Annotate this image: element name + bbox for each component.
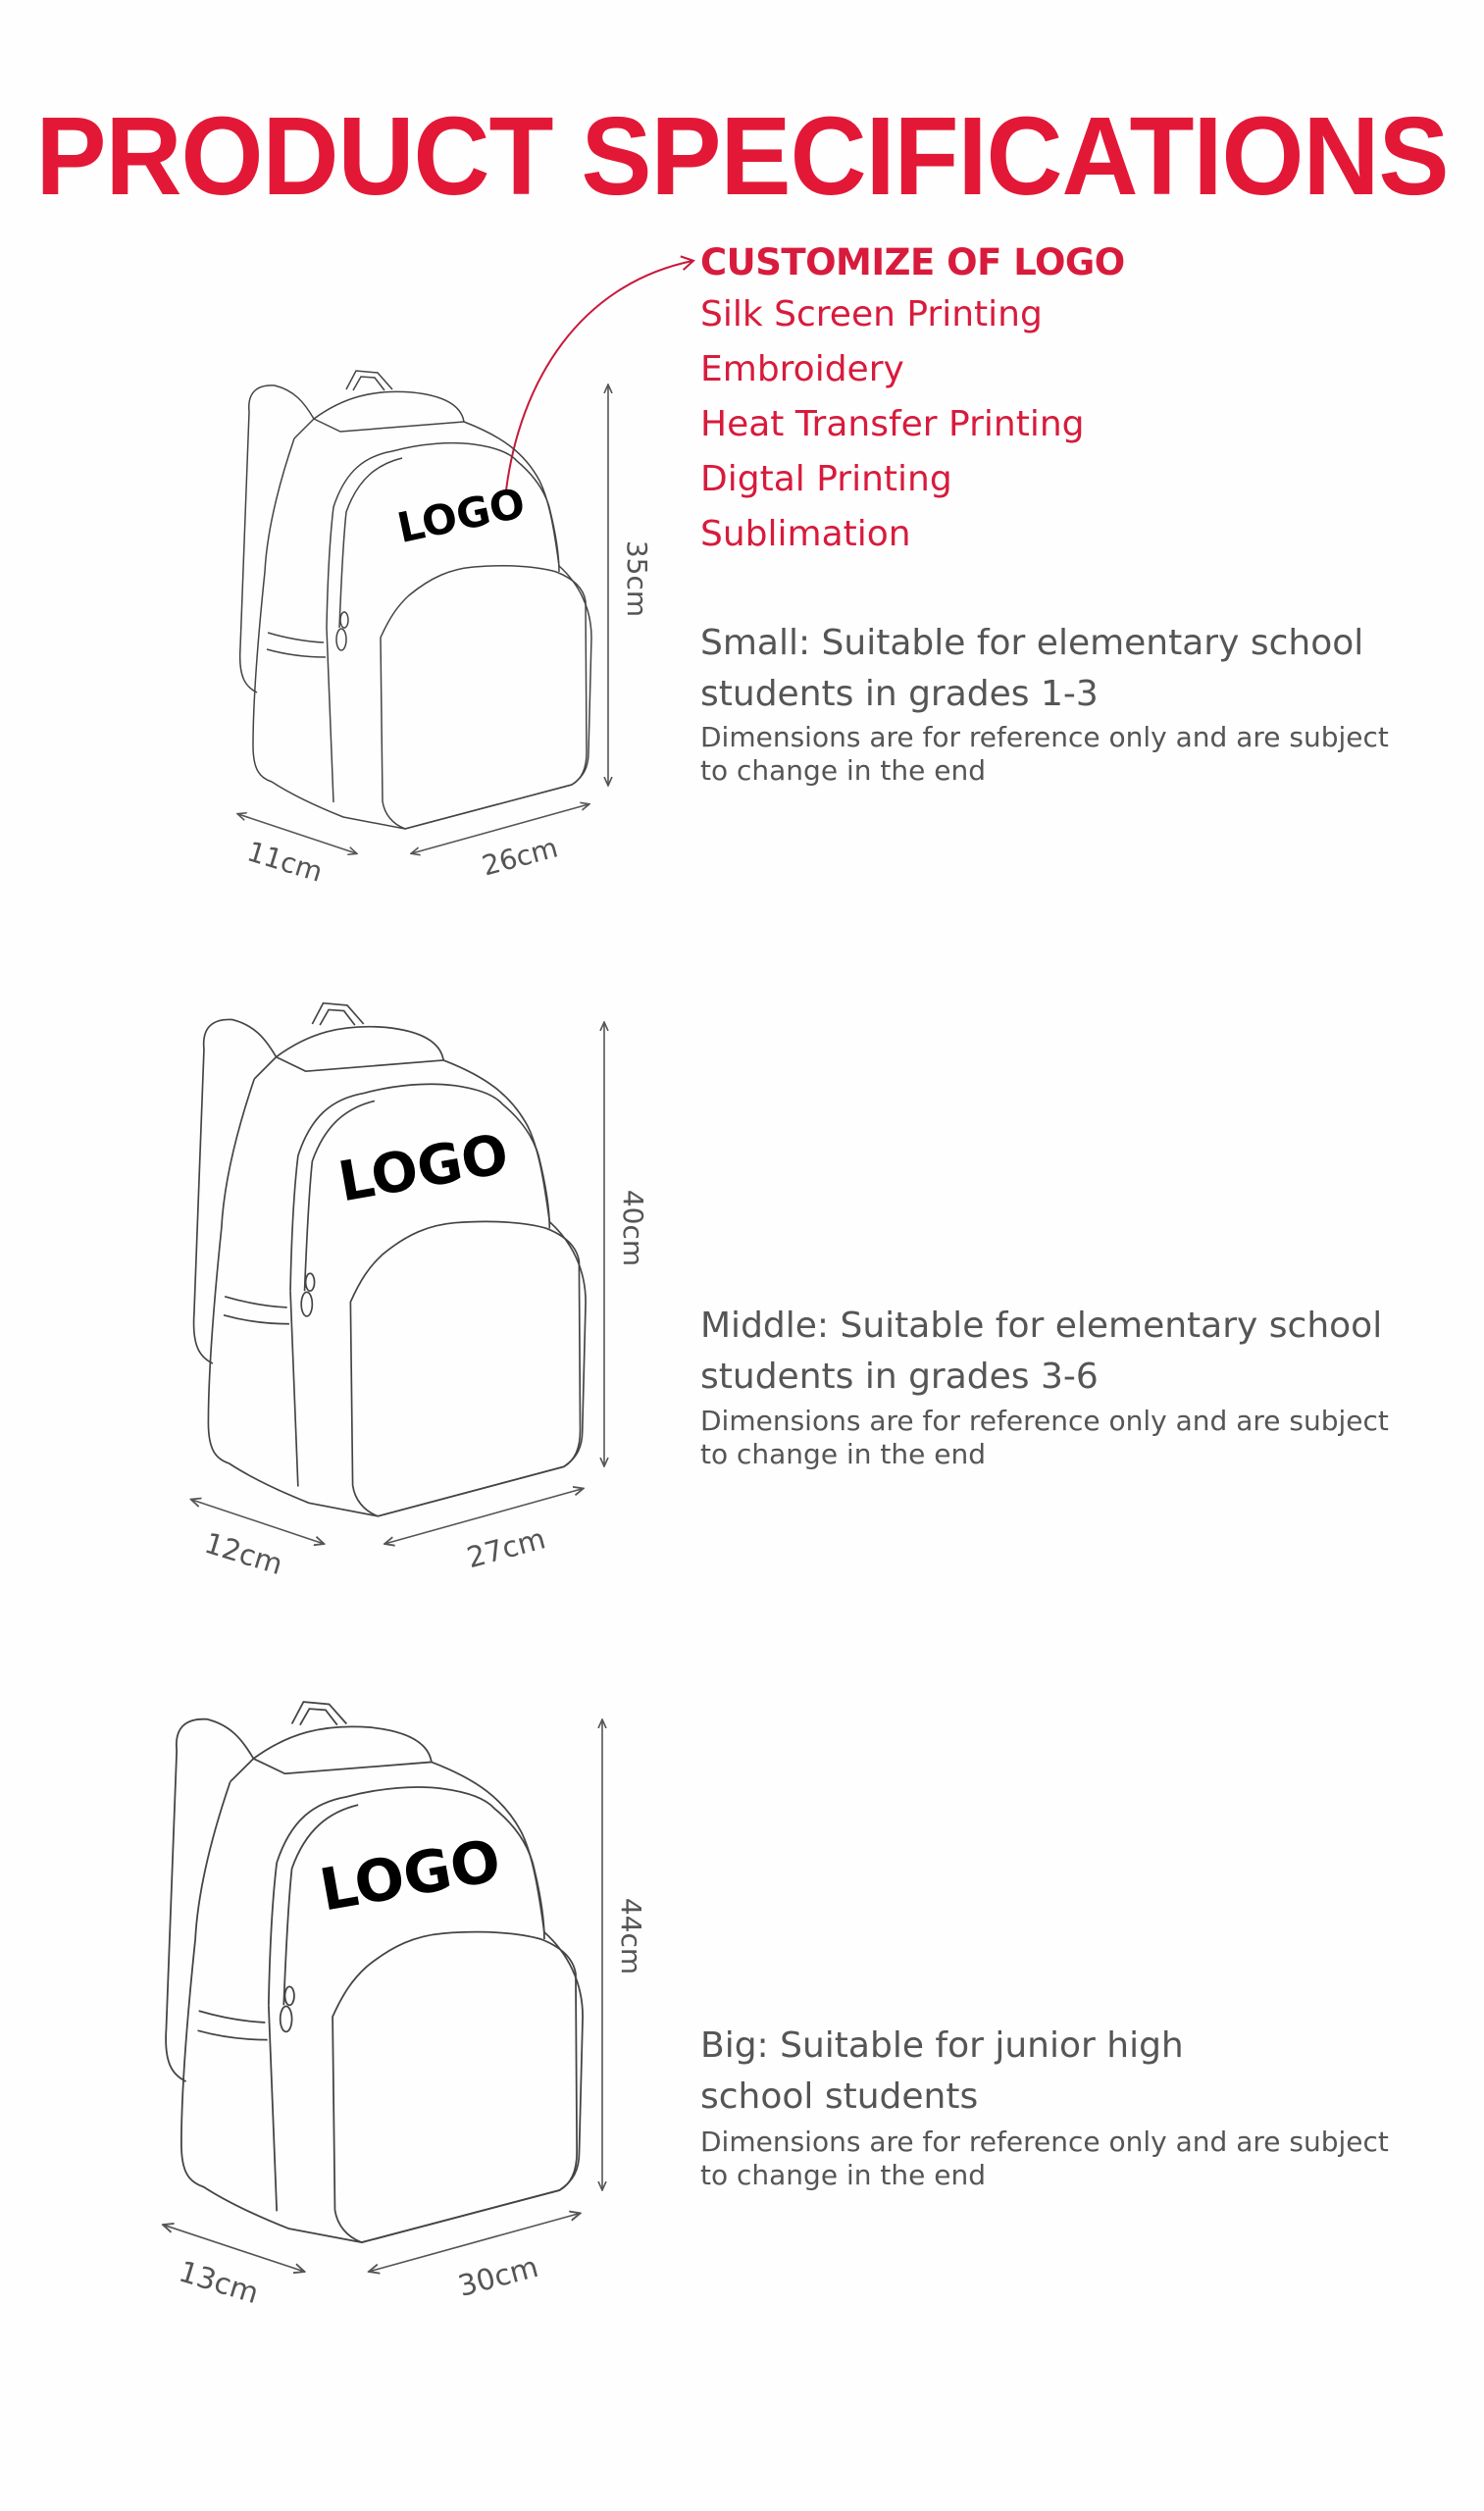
desc-line: school students bbox=[700, 2076, 979, 2117]
depth-label: 13cm bbox=[175, 2254, 263, 2311]
depth-label: 11cm bbox=[243, 835, 327, 889]
width-arrow bbox=[370, 2214, 579, 2272]
backpack-small bbox=[238, 371, 591, 889]
desc-line: students in grades 3-6 bbox=[700, 1357, 1099, 1397]
logo-text: LOGO bbox=[333, 1121, 514, 1215]
width-arrow bbox=[385, 1489, 583, 1544]
note-line: Dimensions are for reference only and are subject bbox=[700, 721, 1389, 753]
desc-line: Middle: Suitable for elementary school bbox=[700, 1306, 1383, 1346]
note-line: Dimensions are for reference only and are subject bbox=[700, 2126, 1389, 2158]
backpack-big bbox=[164, 1702, 583, 2310]
note-line: to change in the end bbox=[700, 754, 986, 787]
height-label: 40cm bbox=[617, 1189, 649, 1267]
width-label: 26cm bbox=[479, 831, 562, 883]
logo-text: LOGO bbox=[392, 478, 530, 553]
note-line: to change in the end bbox=[700, 1438, 986, 1470]
customize-method: Silk Screen Printing bbox=[700, 294, 1043, 334]
size-note-big bbox=[700, 2126, 1389, 2192]
desc-line: students in grades 1-3 bbox=[700, 674, 1099, 714]
size-description-big bbox=[700, 2021, 1184, 2123]
size-description-middle bbox=[700, 1301, 1382, 1403]
size-description-small bbox=[700, 618, 1363, 720]
note-line: to change in the end bbox=[700, 2159, 986, 2191]
size-note-small bbox=[700, 721, 1389, 788]
page-title: PRODUCT SPECIFICATIONS bbox=[35, 92, 1449, 218]
logo-text: LOGO bbox=[314, 1825, 506, 1924]
depth-label: 12cm bbox=[200, 1525, 287, 1582]
height-label: 35cm bbox=[621, 539, 653, 618]
height-label: 44cm bbox=[615, 1897, 647, 1975]
desc-line: Small: Suitable for elementary school bbox=[700, 623, 1364, 663]
backpack-middle bbox=[192, 1003, 586, 1581]
size-note-middle bbox=[700, 1405, 1389, 1471]
customize-method: Heat Transfer Printing bbox=[700, 404, 1085, 444]
note-line: Dimensions are for reference only and are subject bbox=[700, 1405, 1389, 1437]
customize-method: Digtal Printing bbox=[700, 459, 952, 499]
customize-heading: CUSTOMIZE OF LOGO bbox=[700, 241, 1125, 283]
desc-line: Big: Suitable for junior high bbox=[700, 2025, 1184, 2066]
width-label: 27cm bbox=[463, 1521, 549, 1575]
width-label: 30cm bbox=[454, 2249, 542, 2303]
logo-pointer-arrow bbox=[506, 261, 692, 490]
customize-method: Sublimation bbox=[700, 514, 911, 554]
customize-method: Embroidery bbox=[700, 349, 904, 389]
